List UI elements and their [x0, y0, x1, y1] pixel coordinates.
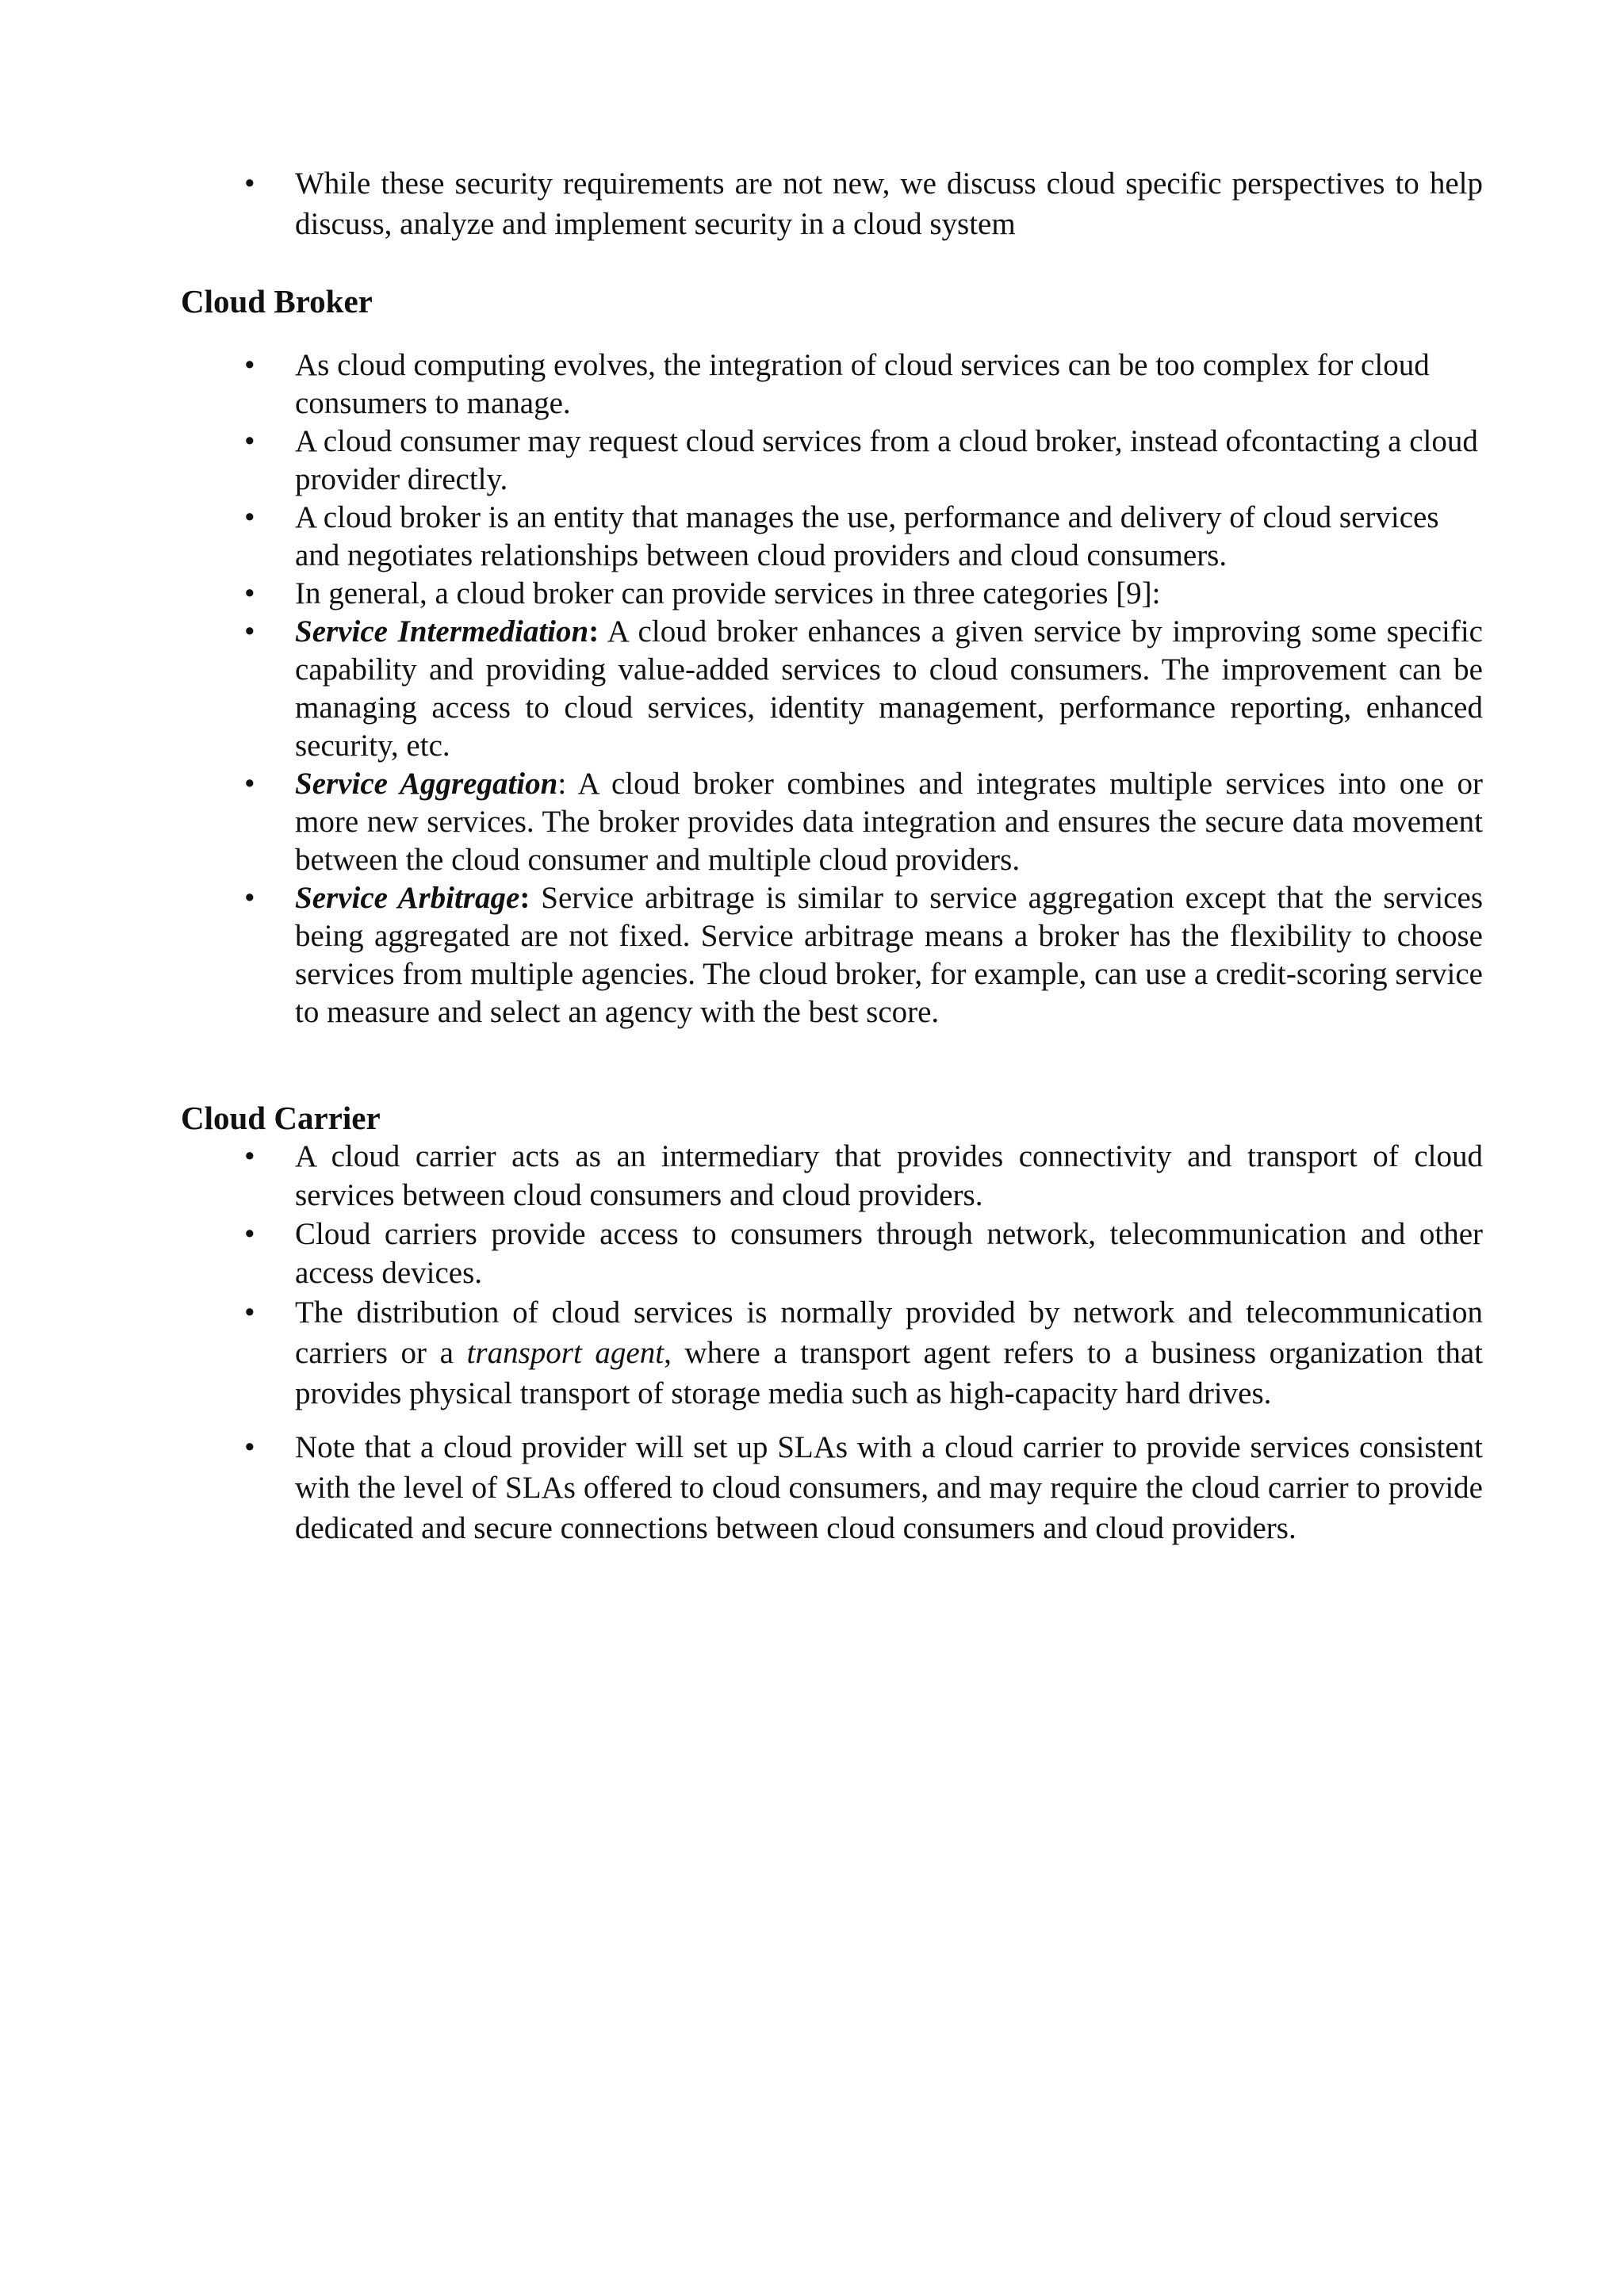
item-text: A cloud broker enhances a given service by improving some specific capability and providing value-added services to cloud consumers. The improvement can be managing access to cloud services, identity management, performance reporting, enhanced security, etc. — [295, 614, 1483, 763]
cloud-carrier-list — [0, 1137, 1624, 1548]
item-text: A cloud carrier acts as an intermediary that provides connectivity and transport of cloud services between cloud consumers and cloud providers. — [295, 1139, 1483, 1212]
list-item — [295, 499, 1483, 575]
list-item — [295, 879, 1483, 1031]
item-term-separator: : — [519, 881, 530, 915]
item-text: Note that a cloud provider will set up SLAs with a cloud carrier to provide services consistent with the level of SLAs offered to cloud consumers, and may require the cloud carrier to provide dedicated and secure connections between cloud consumers and cloud providers. — [295, 1430, 1483, 1545]
list-item — [295, 613, 1483, 765]
item-term: Service Aggregation — [295, 767, 558, 801]
item-text: While these security requirements are not new, we discuss cloud specific perspectives to help discuss, analyze and implement security in a cloud system — [295, 166, 1483, 241]
item-term: Service Intermediation — [295, 614, 589, 649]
list-item — [295, 765, 1483, 879]
item-text: A cloud broker combines and integrates multiple services into one or more new services. The broker provides data integration and ensures the secure data movement between the cloud consumer and multiple cloud providers. — [295, 767, 1484, 877]
intro-list — [0, 163, 1624, 244]
list-item — [295, 1215, 1483, 1292]
list-item — [295, 163, 1483, 244]
item-text: The distribution of cloud services is normally provided by network and telecommunication carriers or a — [295, 1295, 1483, 1370]
item-text: A cloud broker is an entity that manages the use, performance and delivery of cloud services and negotiates relationships between cloud providers and cloud consumers. — [295, 500, 1439, 572]
item-text: As cloud computing evolves, the integration of cloud services can be too complex for cloud consumers to manage. — [295, 348, 1430, 420]
item-term-separator: : — [588, 614, 599, 649]
item-text: In general, a cloud broker can provide services in three categories [9]: — [295, 576, 1161, 610]
list-item — [295, 1292, 1483, 1414]
item-emphasis: transport agent — [466, 1336, 665, 1370]
cloud-broker-list — [0, 346, 1624, 1031]
section-heading-cloud-broker: Cloud Broker — [181, 283, 373, 320]
item-text: Service arbitrage is similar to service aggregation except that the services being aggregated are not fixed. Service arbitrage means a broker has the flexibility to choose services from multiple agencies. The cloud broker, for example, can use a credit-scoring service to measure and select an agency with the best score. — [295, 881, 1484, 1029]
list-item — [295, 575, 1483, 613]
item-term-separator: : — [557, 767, 567, 801]
item-text: A cloud consumer may request cloud services from a cloud broker, instead ofcontacting a cloud provider directly. — [295, 424, 1478, 496]
item-term: Service Arbitrage — [295, 881, 520, 915]
list-item — [295, 423, 1483, 499]
section-heading-cloud-carrier: Cloud Carrier — [181, 1100, 381, 1136]
item-text: Cloud carriers provide access to consumers through network, telecommunication and other access devices. — [295, 1217, 1483, 1290]
list-item — [295, 1427, 1483, 1548]
list-item — [295, 346, 1483, 423]
item-text: , where a transport agent refers to a business organization that provides physical transport of storage media such as high-capacity hard drives. — [295, 1336, 1484, 1410]
list-item — [295, 1137, 1483, 1215]
